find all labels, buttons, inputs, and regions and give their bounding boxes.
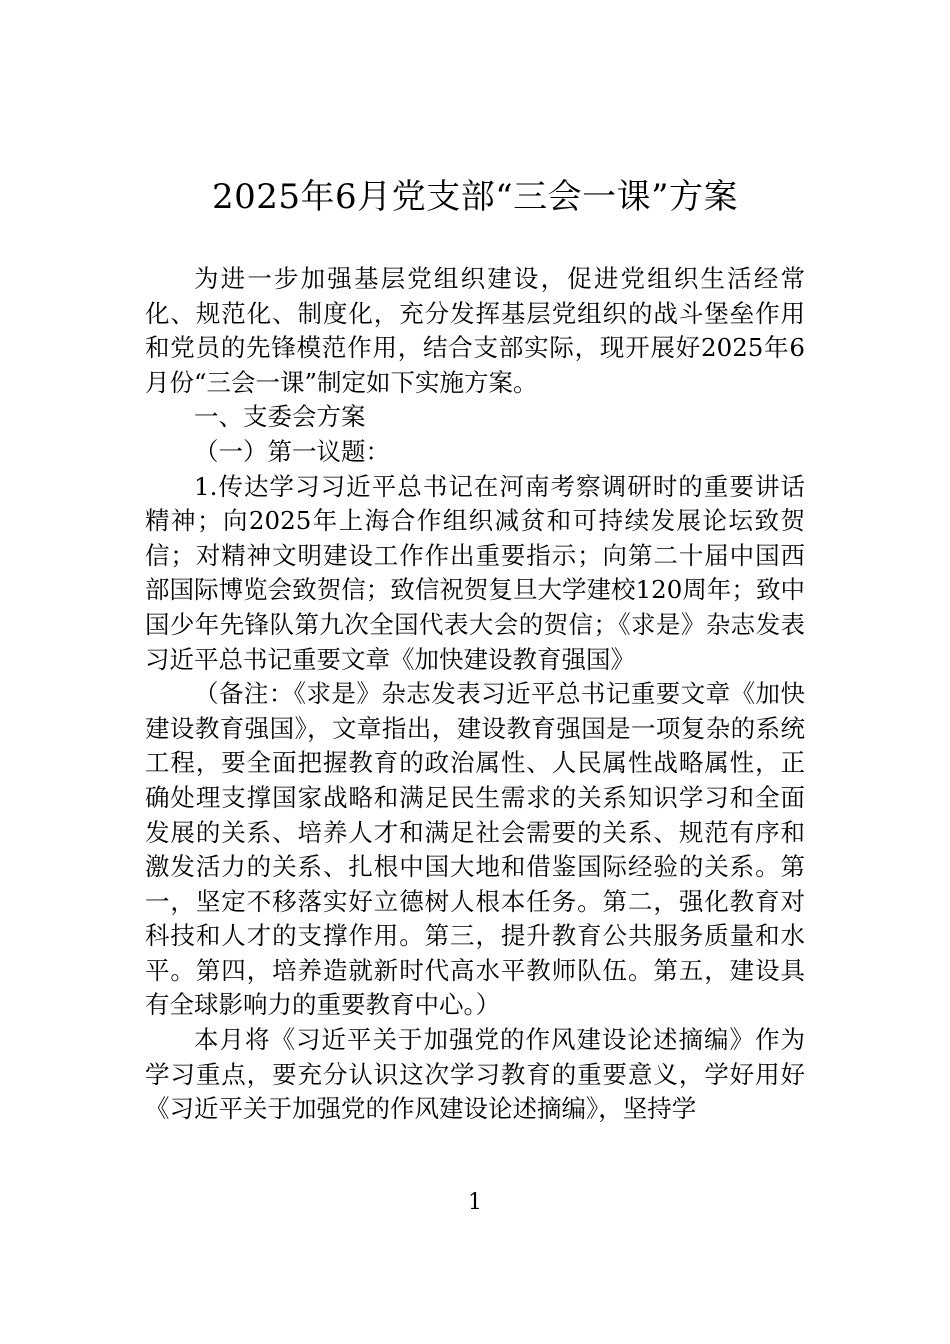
subsection-heading: （一）第一议题： (194, 436, 390, 466)
study-focus-paragraph: 本月将《习近平关于加强党的作风建设论述摘编》作为学习重点，要充分认识这次学习教育的重要意义，学好用好《习近平关于加强党的作风建设论述摘编》，坚持学 (145, 1025, 805, 1124)
intro-paragraph: 为进一步加强基层党组织建设，促进党组织生活经常化、规范化、制度化，充分发挥基层党组织的战斗堡垒作用和党员的先锋模范作用，结合支部实际，现开展好2025年6月份“三会一课”制定如下实施方案。 (145, 264, 805, 397)
document-title: 2025年6月党支部“三会一课”方案 (212, 177, 738, 217)
section-heading: 一、支委会方案 (194, 402, 366, 432)
document-body (145, 262, 805, 1127)
page-number: 1 (468, 1190, 482, 1215)
agenda-item-paragraph: 1.传达学习习近平总书记在河南考察调研时的重要讲话精神；向2025年上海合作组织减贫和可持续发展论坛致贺信；对精神文明建设工作作出重要指示；向第二十届中国西部国际博览会致贺信；致信祝贺复旦大学建校120周年；致中国少年先锋队第九次全国代表大会的贺信；《求是》杂志发表习近平总书记重要文章《加快建设教育强国》 (145, 471, 805, 674)
note-paragraph: （备注：《求是》杂志发表习近平总书记重要文章《加快建设教育强国》，文章指出，建设教育强国是一项复杂的系统工程，要全面把握教育的政治属性、人民属性战略属性，正确处理支撑国家战略和满足民生需求的关系知识学习和全面发展的关系、培养人才和满足社会需要的关系、规范有序和激发活力的关系、扎根中国大地和借鉴国际经验的关系。第一，坚定不移落实好立德树人根本任务。第二，强化教育对科技和人才的支撑作用。第三，提升教育公共服务质量和水平。第四，培养造就新时代高水平教师队伍。第五，建设具有全球影响力的重要教育中心。） (145, 679, 805, 1020)
